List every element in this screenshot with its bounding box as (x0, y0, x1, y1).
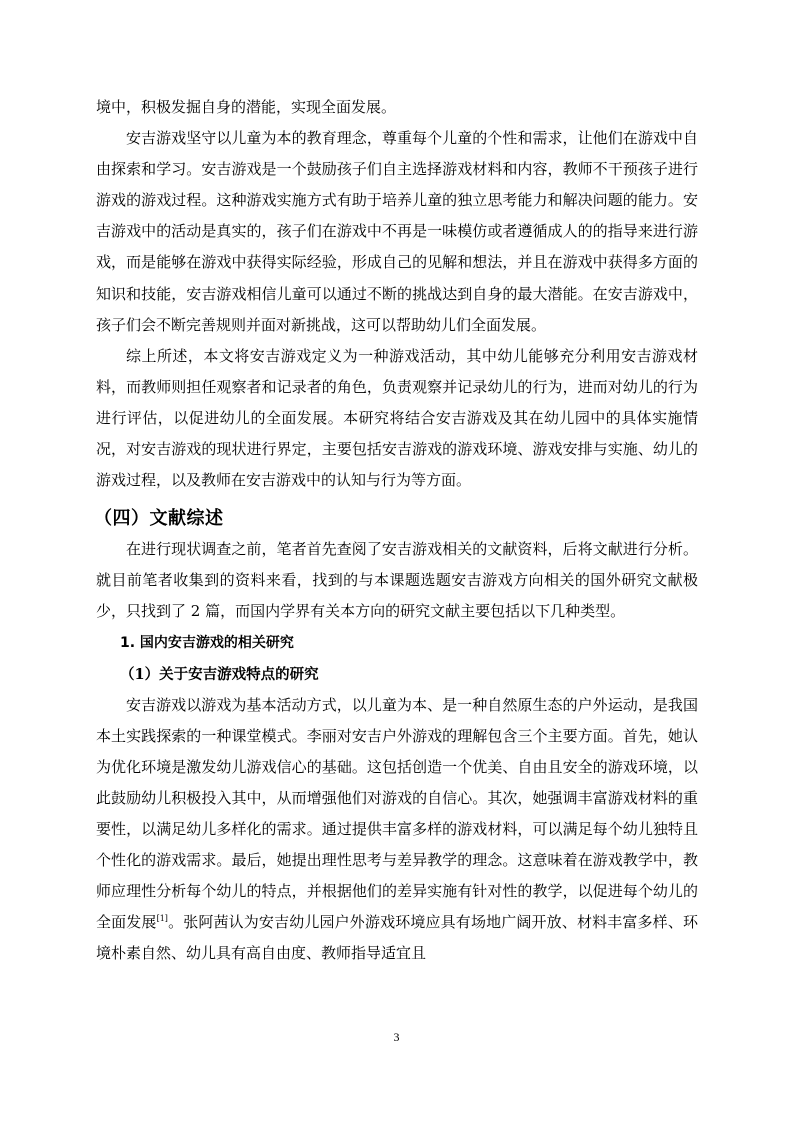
paragraph-continuation: 境中，积极发掘自身的潜能，实现全面发展。 (96, 98, 397, 116)
subsubheading-features-research: （1）关于安吉游戏特点的研究 (120, 665, 319, 683)
subheading-domestic-research: 1. 国内安吉游戏的相关研究 (120, 634, 294, 651)
paragraph-summary-definition: 综上所述，本文将安吉游戏定义为一种游戏活动，其中幼儿能够充分利用安吉游戏材料，而教师则担任观察者和记录者的角色，负责观察并记录幼儿的行为，进而对幼儿的行为进行评估，以促进幼儿的全面发展。本研究将结合安吉游戏及其在幼儿园中的具体实施情况，对安吉游戏的现状进行界定，主要包括安吉游戏的游戏环境、游戏安排与实施、幼儿的游戏过程，以及教师在安吉游戏中的认知与行为等方面。 (96, 346, 698, 490)
page-number: 3 (393, 1030, 400, 1044)
paragraph-anji-features-part2: 。张阿茜认为安吉幼儿园户外游戏环境应具有场地广阔开放、材料丰富多样、环境朴素自然、幼儿具有高自由度、教师指导适宜且 (96, 913, 698, 963)
paragraph-anji-philosophy: 安吉游戏坚守以儿童为本的教育理念，尊重每个儿童的个性和需求，让他们在游戏中自由探索和学习。安吉游戏是一个鼓励孩子们自主选择游戏材料和内容，教师不干预孩子进行游戏的游戏过程。这种游戏实施方式有助于培养儿童的独立思考能力和解决问题的能力。安吉游戏中的活动是真实的，孩子们在游戏中不再是一味模仿或者遵循成人的的指导来进行游戏，而是能够在游戏中获得实际经验，形成自己的见解和想法，并且在游戏中获得多方面的知识和技能，安吉游戏相信儿童可以通过不断的挑战达到自身的最大潜能。在安吉游戏中，孩子们会不断完善规则并面对新挑战，这可以帮助幼儿们全面发展。 (96, 129, 698, 334)
document-page (96, 92, 698, 969)
paragraph-literature-intro: 在进行现状调查之前，笔者首先查阅了安吉游戏相关的文献资料，后将文献进行分析。就目前笔者收集到的资料来看，找到的与本课题选题安吉游戏方向相关的国外研究文献极少，只找到了 2 篇，而国内学界有关本方向的研究文献主要包括以下几种类型。 (96, 540, 698, 621)
citation-superscript: [1] (156, 914, 168, 924)
paragraph-anji-features-part1: 安吉游戏以游戏为基本活动方式，以儿童为本、是一种自然原生态的户外运动，是我国本土实践探索的一种课堂模式。李丽对安吉户外游戏的理解包含三个主要方面。首先，她认为优化环境是激发幼儿游戏信心的基础。这包括创造一个优美、自由且安全的游戏环境，以此鼓励幼儿积极投入其中，从而增强他们对游戏的自信心。其次，她强调丰富游戏材料的重要性，以满足幼儿多样化的需求。通过提供丰富多样的游戏材料，可以满足每个幼儿独特且个性化的游戏需求。最后，她提出理性思考与差异教学的理念。这意味着在游戏教学中，教师应理性分析每个幼儿的特点，并根据他们的差异实施有针对性的教学，以促进每个幼儿的全面发展 (96, 695, 698, 932)
section-heading-literature-review: （四）文献综述 (94, 508, 224, 530)
paragraph-anji-features (96, 690, 698, 970)
